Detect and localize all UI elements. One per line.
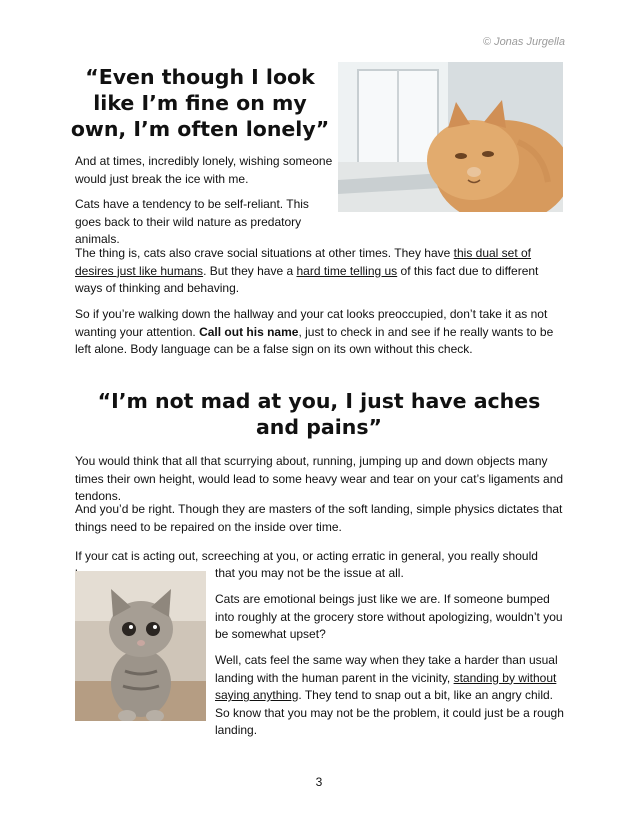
- paragraph-acting-out: If your cat is acting out, screeching at you, or acting erratic in general, you really should: [75, 549, 538, 563]
- paragraph-emotional: Cats are emotional beings just like we are. If someone bumped into roughly at the grocery store without apologizing, wouldn’t you be somewhat upset?: [215, 592, 563, 641]
- cat-window-illustration: [338, 62, 563, 212]
- paragraph-wear-tear: You would think that all that scurrying about, running, jumping up and down objects many times their own height, would lead to some heavy wear and tear on your cat’s ligaments and tendons.: [75, 454, 564, 503]
- kitten-illustration: [75, 571, 206, 721]
- paragraph-lonely-2: Cats have a tendency to be self-reliant. This goes back to their wild nature as predatory animals.: [75, 197, 309, 246]
- heading-aches: “I’m not mad at you, I just have aches and pains”: [97, 389, 541, 439]
- link-hard-time-telling[interactable]: hard time telling us: [296, 263, 398, 278]
- paragraph-harder-landing: [215, 652, 565, 740]
- text: . They tend to snap out a bit, like an angry child. So know that you may not be the problem, it could just be a rough landing.: [215, 688, 564, 737]
- paragraph-acting-out-cont: that you may not be the issue at all.: [215, 566, 404, 580]
- text: The thing is, cats also crave social situations at other times. They have: [75, 246, 454, 260]
- text: Well, cats feel the same way when they take a harder than usual landing with the human parent in the vicinity,: [215, 653, 558, 685]
- text: So if you’re walking down the hallway and your cat looks preoccupied, don’t take it as not wanting your attention.: [75, 307, 548, 339]
- text: , just to check in and see if he really wants to be left alone. Body language can be a false sign on its own without this check.: [75, 324, 554, 356]
- text: of this fact due to different ways of thinking and behaving.: [75, 263, 539, 295]
- heading-lonely: “Even though I look like I’m fine on my own, I’m often lonely”: [70, 65, 330, 141]
- photo-sad-kitten: [75, 571, 206, 721]
- text: . But they have a: [203, 263, 297, 278]
- paragraph-call-name: [75, 306, 565, 359]
- photo-lonely-cat: [338, 62, 563, 212]
- page-number: 3: [315, 775, 323, 789]
- link-standing-by[interactable]: standing by without saying anything: [215, 670, 557, 702]
- link-dual-desires[interactable]: this dual set of desires just like humans: [75, 246, 532, 278]
- paragraph-lonely-1: And at times, incredibly lonely, wishing someone would just break the ice with me.: [75, 154, 333, 186]
- copyright-notice: © Jonas Jurgella: [482, 36, 565, 48]
- paragraph-physics: And you’d be right. Though they are masters of the soft landing, simple physics dictates that things need to be repaired on the inside over time.: [75, 502, 563, 534]
- paragraph-dual-desires: [75, 245, 565, 298]
- bold-call-out: Call out his name: [199, 324, 299, 339]
